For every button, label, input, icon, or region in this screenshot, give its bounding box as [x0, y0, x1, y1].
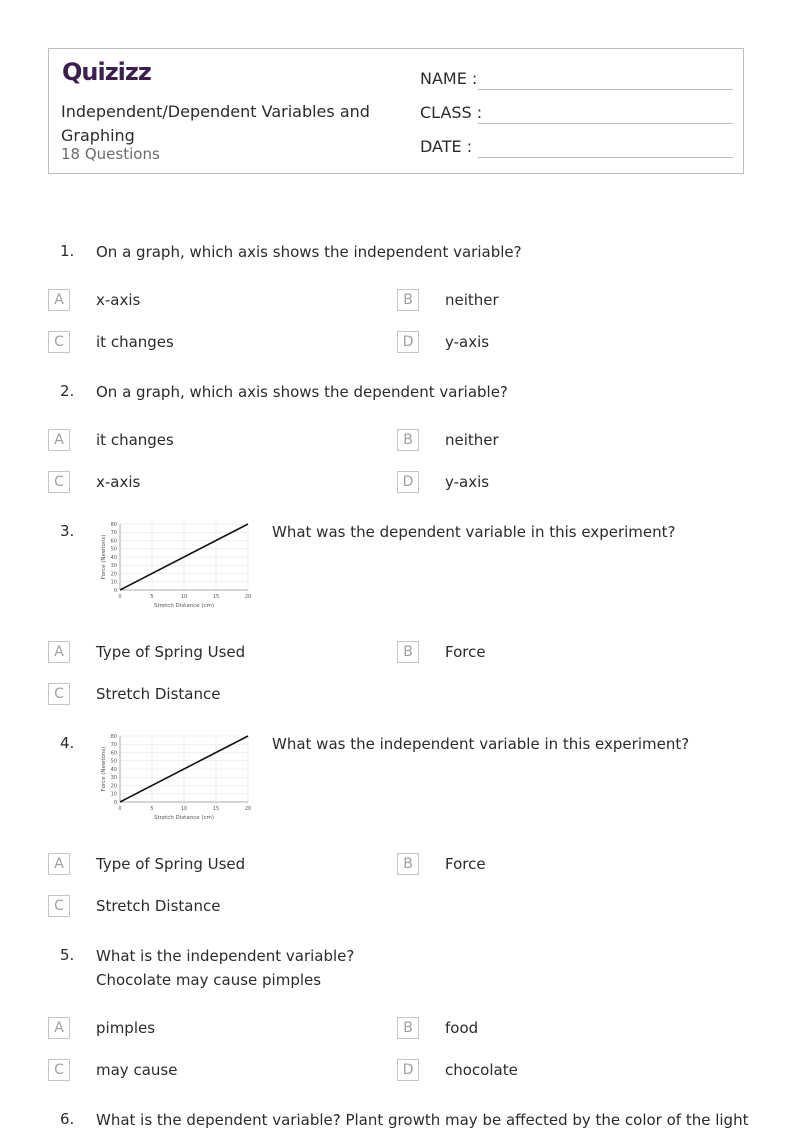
- force-stretch-graph: [98, 518, 258, 613]
- y-tick-label: 80: [110, 521, 117, 528]
- option-text[interactable]: Force: [445, 643, 486, 661]
- option-text[interactable]: x-axis: [96, 473, 141, 491]
- option-letter-box[interactable]: D: [397, 331, 419, 353]
- y-tick-label: 0: [113, 799, 117, 806]
- date-field-line[interactable]: [478, 157, 733, 158]
- question-number: 3.: [60, 522, 75, 540]
- option-text[interactable]: x-axis: [96, 291, 141, 309]
- y-tick-label: 60: [110, 538, 117, 545]
- option-text[interactable]: neither: [445, 431, 499, 449]
- question-number: 5.: [60, 946, 75, 964]
- option-letter-box[interactable]: A: [48, 429, 70, 451]
- option-letter-box[interactable]: A: [48, 1017, 70, 1039]
- y-tick-label: 70: [110, 530, 117, 537]
- y-axis-label: Force (Newtons): [101, 534, 107, 580]
- option-letter-box[interactable]: A: [48, 853, 70, 875]
- option-letter-box[interactable]: B: [397, 289, 419, 311]
- option-text[interactable]: pimples: [96, 1019, 156, 1037]
- x-tick-label: 10: [180, 806, 188, 812]
- option-text[interactable]: it changes: [96, 333, 174, 351]
- option-letter-box[interactable]: D: [397, 1059, 419, 1081]
- option-text[interactable]: y-axis: [445, 333, 490, 351]
- quizizz-logo-mark: [62, 59, 152, 85]
- question-number: 6.: [60, 1110, 75, 1128]
- option-letter-box[interactable]: C: [48, 331, 70, 353]
- x-tick-label: 0: [118, 806, 122, 812]
- option-letter-box[interactable]: C: [48, 1059, 70, 1081]
- y-tick-label: 40: [110, 766, 117, 773]
- option-letter-box[interactable]: B: [397, 429, 419, 451]
- question-text-line-1: What is the independent variable?: [96, 947, 355, 965]
- question-text: What was the independent variable in this experiment?: [272, 735, 690, 753]
- option-letter-box[interactable]: C: [48, 683, 70, 705]
- name-label: NAME :: [420, 69, 478, 88]
- x-tick-label: 10: [180, 594, 188, 600]
- x-tick-label: 20: [244, 806, 252, 812]
- y-tick-label: 60: [110, 750, 117, 757]
- y-tick-label: 50: [110, 546, 117, 553]
- option-text[interactable]: y-axis: [445, 473, 490, 491]
- y-tick-label: 30: [110, 563, 117, 570]
- option-text[interactable]: Type of Spring Used: [96, 855, 246, 873]
- x-tick-label: 5: [150, 594, 154, 600]
- y-tick-label: 10: [110, 579, 117, 586]
- option-text[interactable]: food: [445, 1019, 479, 1037]
- logo-wordmark: Quizizz: [62, 59, 151, 85]
- x-tick-label: 15: [212, 806, 220, 812]
- quizizz-logo: [62, 59, 152, 89]
- question-number: 1.: [60, 242, 75, 260]
- question-text: On a graph, which axis shows the dependent variable?: [96, 383, 508, 401]
- option-letter-box[interactable]: B: [397, 853, 419, 875]
- worksheet-title: Independent/Dependent Variables and Graphing: [61, 102, 370, 145]
- question-count: 18 Questions: [61, 145, 160, 163]
- line-chart: [98, 730, 258, 825]
- question-text-line-2: Chocolate may cause pimples: [96, 971, 322, 989]
- question-text: What is the dependent variable? Plant growth may be affected by the color of the light: [96, 1111, 749, 1129]
- x-tick-label: 0: [118, 594, 122, 600]
- option-letter-box[interactable]: D: [397, 471, 419, 493]
- y-axis-label: Force (Newtons): [101, 746, 107, 792]
- question-number: 2.: [60, 382, 75, 400]
- option-letter-box[interactable]: A: [48, 289, 70, 311]
- option-text[interactable]: Force: [445, 855, 486, 873]
- class-label: CLASS :: [420, 103, 483, 122]
- y-tick-label: 20: [110, 571, 117, 578]
- option-text[interactable]: may cause: [96, 1061, 178, 1079]
- option-letter-box[interactable]: B: [397, 1017, 419, 1039]
- y-tick-label: 20: [110, 783, 117, 790]
- worksheet-header: [48, 48, 744, 174]
- y-tick-label: 50: [110, 758, 117, 765]
- y-tick-label: 30: [110, 775, 117, 782]
- y-tick-label: 80: [110, 733, 117, 740]
- y-tick-label: 40: [110, 554, 117, 561]
- question-number: 4.: [60, 734, 75, 752]
- option-text[interactable]: Type of Spring Used: [96, 643, 246, 661]
- x-axis-label: Stretch Distance (cm): [153, 603, 215, 609]
- x-axis-label: Stretch Distance (cm): [153, 815, 215, 821]
- option-letter-box[interactable]: C: [48, 471, 70, 493]
- y-tick-label: 10: [110, 791, 117, 798]
- y-tick-label: 0: [113, 587, 117, 594]
- option-text[interactable]: neither: [445, 291, 499, 309]
- option-text[interactable]: chocolate: [445, 1061, 518, 1079]
- question-text: What was the dependent variable in this experiment?: [272, 523, 676, 541]
- date-label: DATE :: [420, 137, 473, 156]
- x-tick-label: 15: [212, 594, 220, 600]
- y-tick-label: 70: [110, 742, 117, 749]
- class-field-line[interactable]: [478, 123, 733, 124]
- option-letter-box[interactable]: C: [48, 895, 70, 917]
- option-text[interactable]: Stretch Distance: [96, 685, 221, 703]
- x-tick-label: 5: [150, 806, 154, 812]
- option-letter-box[interactable]: B: [397, 641, 419, 663]
- option-text[interactable]: Stretch Distance: [96, 897, 221, 915]
- name-field-line[interactable]: [478, 89, 733, 90]
- line-chart: [98, 518, 258, 613]
- x-tick-label: 20: [244, 594, 252, 600]
- force-stretch-graph: [98, 730, 258, 825]
- option-text[interactable]: it changes: [96, 431, 174, 449]
- option-letter-box[interactable]: A: [48, 641, 70, 663]
- question-text: On a graph, which axis shows the independent variable?: [96, 243, 522, 261]
